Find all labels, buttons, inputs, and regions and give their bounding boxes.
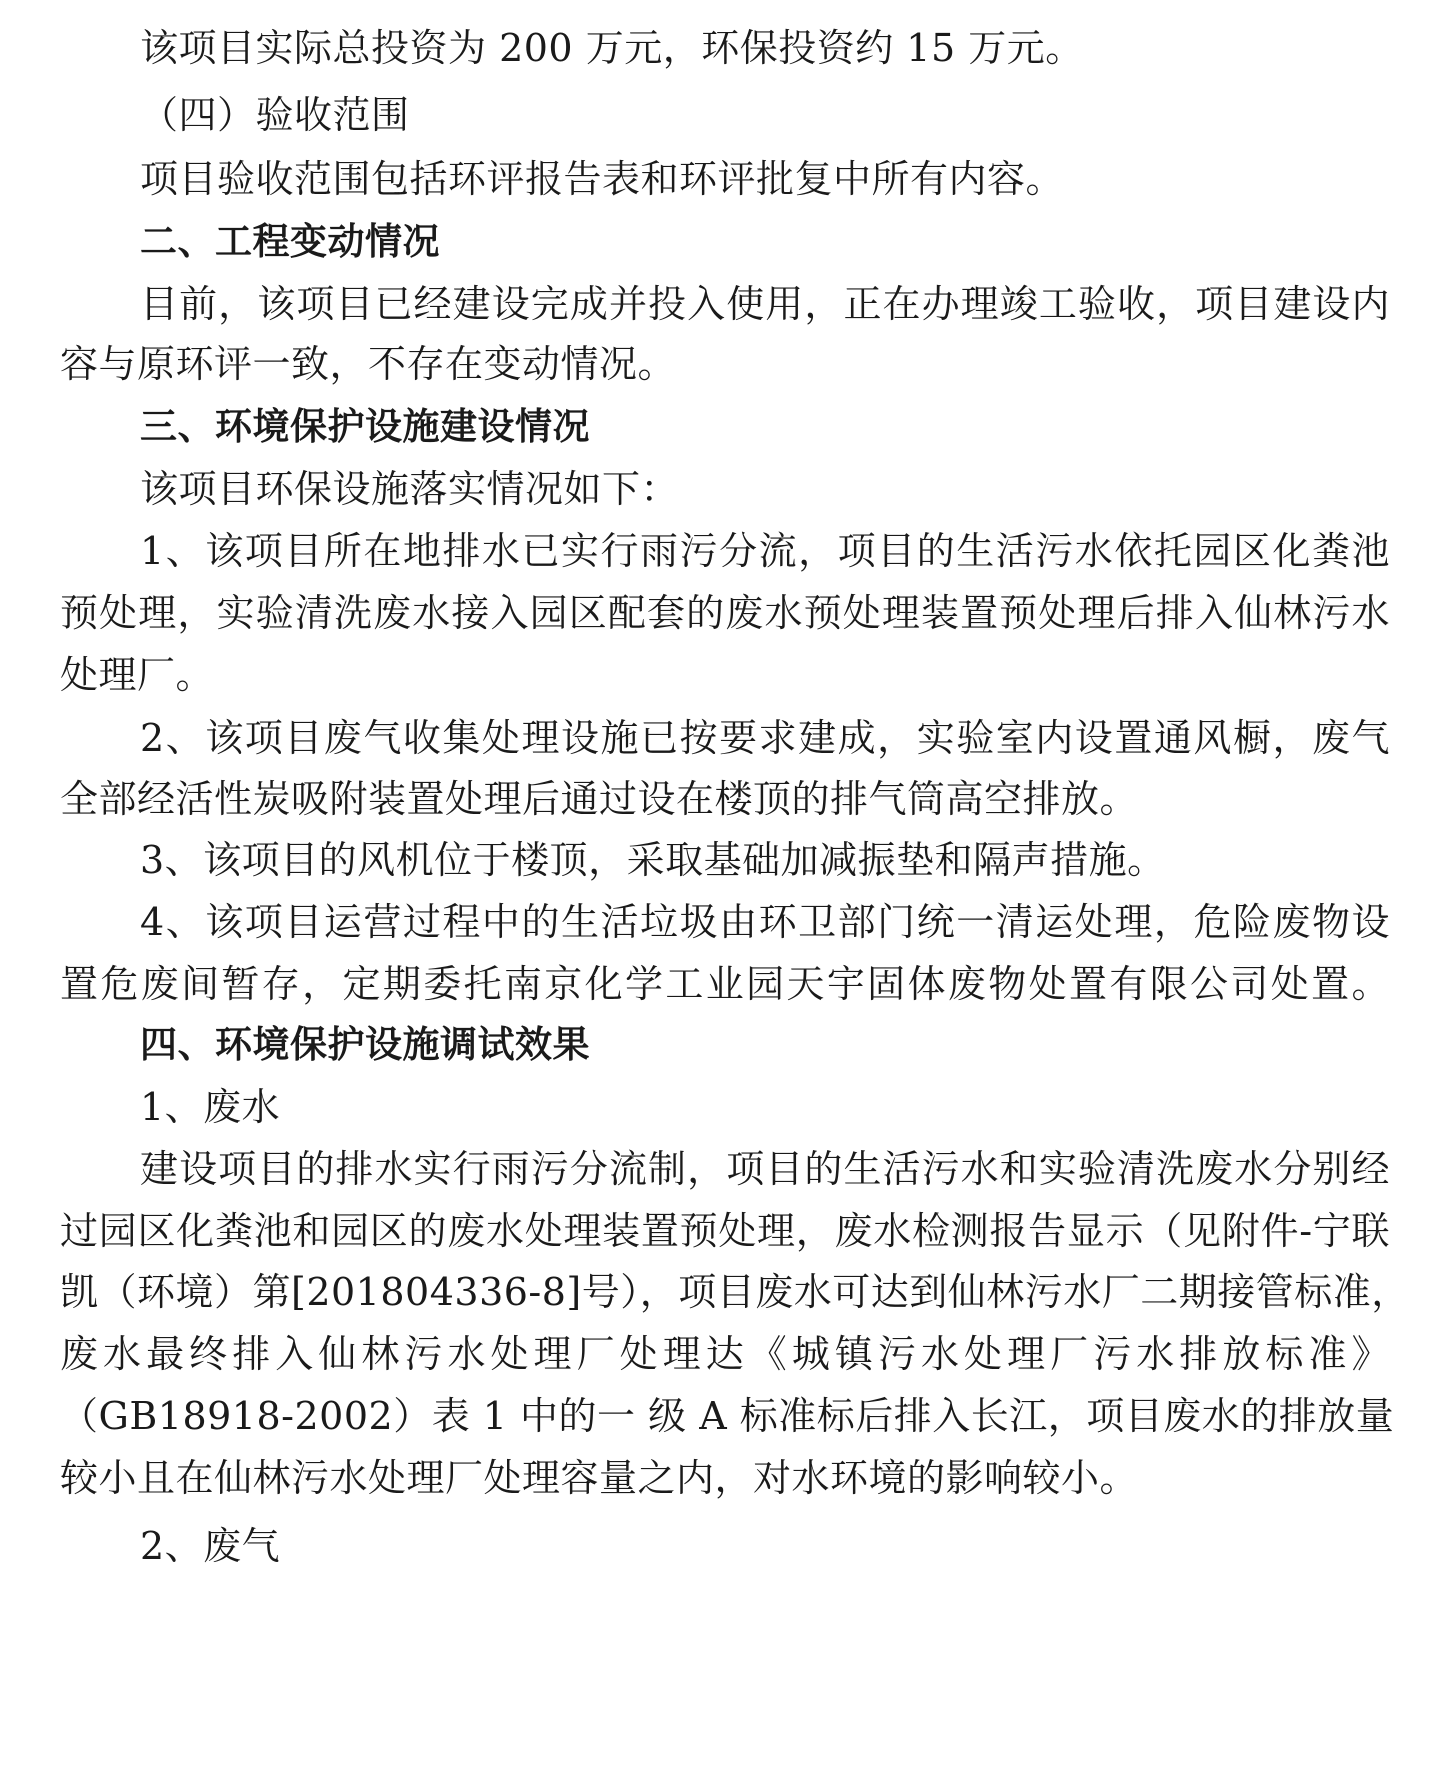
paragraph-line: 1、该项目所在地排水已实行雨污分流，项目的生活污水依托园区化粪池	[140, 529, 1390, 573]
paragraph-line: 该项目环保设施落实情况如下：	[140, 467, 680, 511]
paragraph-line: 全部经活性炭吸附装置处理后通过设在楼顶的排气筒高空排放。	[60, 777, 1139, 821]
subsection-heading: 1、废水	[140, 1085, 281, 1129]
section-heading: 二、工程变动情况	[140, 220, 440, 263]
paragraph-line: 4、该项目运营过程中的生活垃圾由环卫部门统一清运处理，危险废物设	[140, 900, 1390, 944]
paragraph-line: （GB18918-2002）表 1 中的一 级 A 标准标后排入长江，项目废水的排放量	[60, 1394, 1395, 1438]
paragraph-line: 置危废间暂存，定期委托南京化学工业园天宇固体废物处置有限公司处置。	[60, 962, 1390, 1006]
paragraph-line: 容与原环评一致，不存在变动情况。	[60, 342, 677, 386]
paragraph-line: 建设项目的排水实行雨污分流制，项目的生活污水和实验清洗废水分别经	[140, 1147, 1390, 1191]
paragraph-line: 该项目实际总投资为 200 万元，环保投资约 15 万元。	[140, 26, 1084, 70]
paragraph-line: 凯（环境）第[201804336-8]号），项目废水可达到仙林污水厂二期接管标准，	[60, 1270, 1410, 1314]
paragraph-line: 3、该项目的风机位于楼顶，采取基础加减振垫和隔声措施。	[140, 838, 1166, 882]
paragraph-line: 过园区化粪池和园区的废水处理装置预处理，废水检测报告显示（见附件-宁联	[60, 1209, 1390, 1253]
paragraph-line: 2、该项目废气收集处理设施已按要求建成，实验室内设置通风橱，废气	[140, 716, 1390, 760]
section-heading: 三、环境保护设施建设情况	[140, 405, 590, 448]
paragraph-line: 目前，该项目已经建设完成并投入使用，正在办理竣工验收，项目建设内	[140, 282, 1390, 326]
paragraph-line: 较小且在仙林污水处理厂处理容量之内，对水环境的影响较小。	[60, 1456, 1139, 1500]
paragraph-line: 项目验收范围包括环评报告表和环评批复中所有内容。	[140, 157, 1065, 201]
paragraph-line: 预处理，实验清洗废水接入园区配套的废水预处理装置预处理后排入仙林污水	[60, 591, 1390, 635]
subsection-heading: 2、废气	[140, 1524, 281, 1568]
paragraph-line: 处理厂。	[60, 653, 215, 697]
paragraph-line: 废水最终排入仙林污水处理厂处理达《城镇污水处理厂污水排放标准》	[60, 1332, 1390, 1376]
section-heading: 四、环境保护设施调试效果	[140, 1023, 590, 1066]
subsection-heading: （四）验收范围	[140, 93, 410, 137]
